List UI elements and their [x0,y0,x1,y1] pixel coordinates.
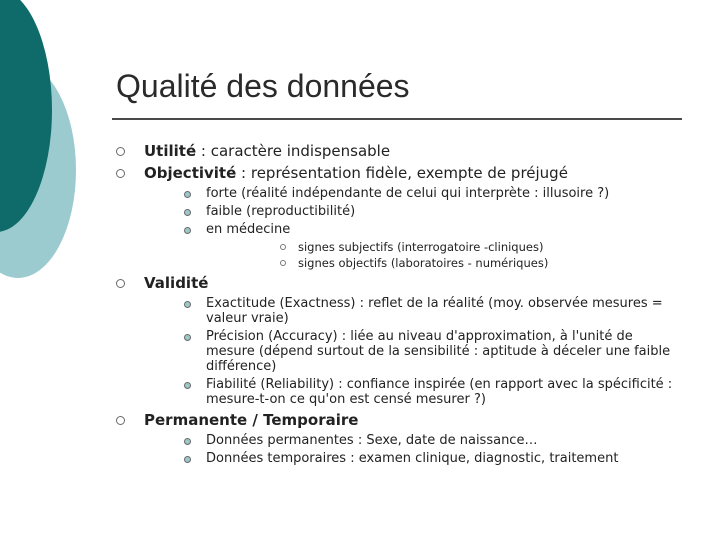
sub-item [144,222,682,270]
open-circle-bullet-icon [116,416,125,425]
title-divider [112,118,682,120]
small-circle-bullet-icon [280,260,286,266]
sub-list [144,186,682,270]
list-item-objectivite [112,164,682,270]
square-bullet-icon [184,382,191,389]
sub-item [144,186,682,201]
sub-item-text: Fiabilité (Reliability) : confiance inspirée (en rapport avec la spécificité : mesure-t-on ce qu'on est censé mesurer ?) [206,377,673,407]
item-label: Permanente / Temporaire [144,411,359,429]
square-bullet-icon [184,301,191,308]
sub-item [144,433,682,448]
sub-item [144,296,682,326]
sub-sub-item [206,256,682,270]
sub-item-text: Exactitude (Exactness) : reflet de la réalité (moy. observée mesures = valeur vraie) [206,296,663,326]
open-circle-bullet-icon [116,169,125,178]
list-item-validite [112,274,682,407]
sub-item [144,377,682,407]
square-bullet-icon [184,456,191,463]
sub-item-text: Données temporaires : examen clinique, diagnostic, traitement [206,451,619,466]
sub-item [144,329,682,374]
sub-item [144,204,682,219]
sub-sub-item [206,240,682,254]
sub-item-text: Données permanentes : Sexe, date de naissance… [206,433,538,448]
item-text: : représentation fidèle, exempte de préjugé [236,164,568,182]
bullet-list [112,142,682,466]
list-item-utilite [112,142,682,160]
sub-sub-item-text: signes objectifs (laboratoires - numériques) [298,256,549,270]
sub-sub-item-text: signes subjectifs (interrogatoire -cliniques) [298,240,544,254]
list-item-permanente-temporaire [112,411,682,466]
sub-item-text: forte (réalité indépendante de celui qui interprète : illusoire ?) [206,186,610,201]
square-bullet-icon [184,334,191,341]
square-bullet-icon [184,209,191,216]
item-text: : caractère indispensable [196,142,391,160]
open-circle-bullet-icon [116,147,125,156]
sub-item-text: faible (reproductibilité) [206,204,356,219]
sub-sub-list [206,240,682,270]
sub-item-text: en médecine [206,222,291,237]
sub-item-text: Précision (Accuracy) : liée au niveau d'approximation, à l'unité de mesure (dépend surtout de la sensibilité : aptitude à déceler une faible différence) [206,329,671,374]
decorative-corner-shape [0,0,120,300]
sub-item [144,451,682,466]
open-circle-bullet-icon [116,279,125,288]
square-bullet-icon [184,438,191,445]
sub-list [144,296,682,407]
item-label: Utilité [144,142,197,160]
slide-content [112,142,682,470]
item-label: Objectivité [144,164,237,182]
square-bullet-icon [184,227,191,234]
slide-title: Qualité des données [116,68,410,104]
item-label: Validité [144,274,209,292]
square-bullet-icon [184,191,191,198]
sub-list [144,433,682,466]
small-circle-bullet-icon [280,244,286,250]
